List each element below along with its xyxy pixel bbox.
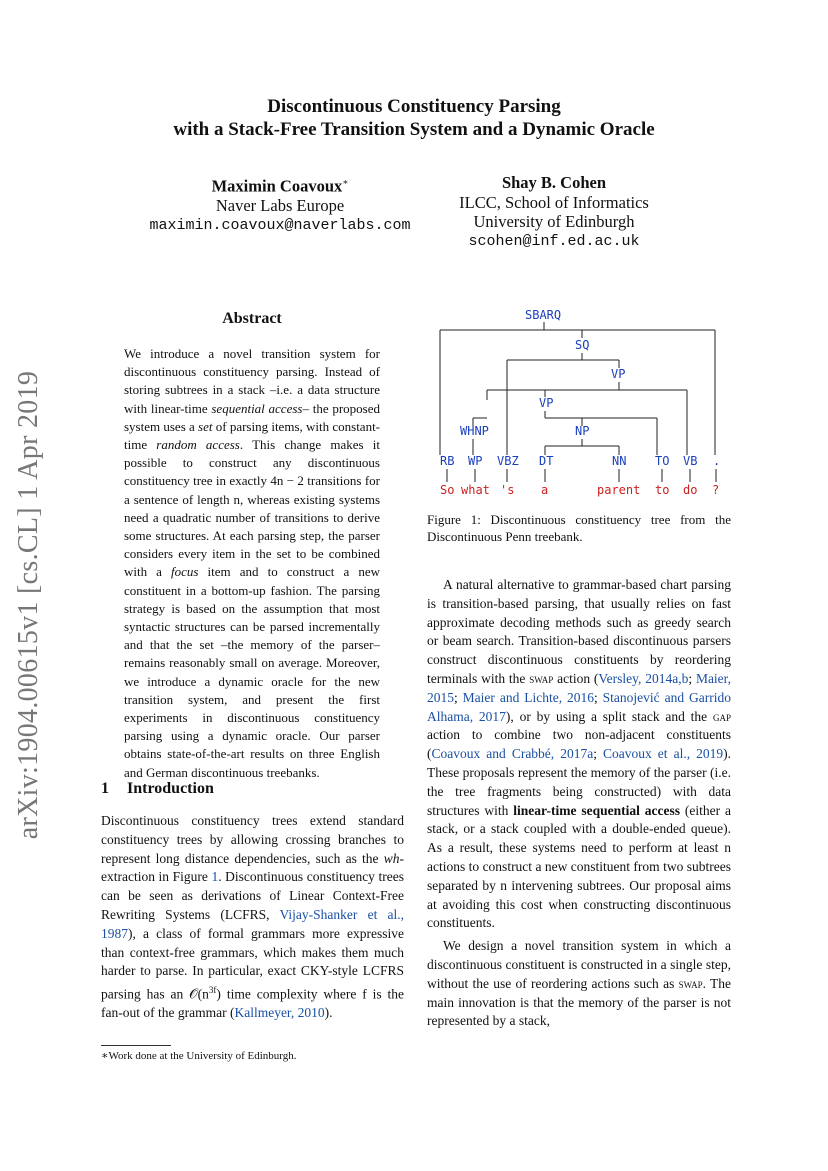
author-name: Shay B. Cohen (501, 173, 607, 192)
word-a: a (541, 483, 549, 497)
footnote-rule (101, 1045, 171, 1046)
abstract-body: We introduce a novel transition system for discontinuous constituency parsing. Instead of storing subtrees in a stack –i.e. a data structure with linear-time sequential access– the proposed system uses a set of parsing items, with constant-time random access. This change makes it possible to construct any discontinuous constituency tree in exactly 4n − 2 transitions for a sentence of length n, whereas existing systems need a quadratic number of transitions to derive some structures. At each parsing step, the parser considers every item in the set to be combined with a focus item and to construct a new constituent in a bottom-up fashion. The parsing strategy is based on the assumption that most syntactic structures can be parsed incrementally and that the set –the memory of the parser– remains reasonably small on average. Moreover, we introduce a dynamic oracle for the new transition system, and present the first experiments in discontinuous constituency parsing using a dynamic oracle. Our parser obtains state-of-the-art results on three English and German discontinuous treebanks. (124, 346, 381, 780)
tag-to: TO (655, 454, 670, 468)
constituency-tree-figure (427, 300, 737, 505)
node-sbarq: SBARQ (525, 308, 562, 322)
node-vp-top: VP (611, 367, 626, 381)
citation-link[interactable]: Vijay-Shanker et al., 1987 (101, 906, 404, 941)
node-vp-mid: VP (539, 396, 554, 410)
intro-paragraph: Discontinuous constituency trees extend standard constituency trees by allowing crossing branches to represent long distance dependencies, such as the wh-extraction in Figure 1. Discontinuous constituency trees can be seen as derivations of Linear Context-Free Rewriting Systems (LCFRS, Vijay-Shanker et al., 1987), a class of formal grammars more expressive than context-free grammars, which makes them much harder to parse. In particular, exact CKY-style LCFRS parsing has an $𝒪(n^{3f})$ time complexity where f is the fan-out of the grammar (Kallmeyer, 2010). (101, 813, 404, 1021)
citation-link[interactable]: Stanojević and Garrido Alhama, 2017 (427, 689, 731, 724)
abstract-heading: Abstract (222, 310, 282, 327)
author-mark: ∗ (342, 177, 349, 187)
author-affiliation: ILCC, School of Informatics (459, 192, 649, 212)
author-affiliation: Naver Labs Europe (215, 196, 345, 215)
section-heading: 1 Introduction (101, 780, 214, 797)
arxiv-identifier: arXiv:1904.00615v1 [cs.CL] 1 Apr 2019 (13, 370, 45, 840)
node-whnp: WHNP (460, 424, 489, 438)
figure-ref-link[interactable]: 1 (211, 869, 219, 885)
word-to: to (655, 483, 670, 497)
citation-link[interactable]: Maier, 2015 (427, 670, 732, 705)
paragraph: A natural alternative to grammar-based chart parsing is transition-based parsing, that usually relies on fast approximate decoding methods such as greedy search or beam search. Transition-based discontinuous parsers construct discontinuous constituents by reordering terminals with the swap action (Versley, 2014a,b; Maier, 2015; Maier and Lichte, 2016; Stanojević and Garrido Alhama, 2017), or by using a split stack and the gap action to combine two non-adjacent constituents (Coavoux and Crabbé, 2017a; Coavoux et al., 2019). These proposals represent the memory of the parser (i.e. the tree fragments being constructed) with data structures with linear-time sequential access (either a stack, or a stack coupled with a double-ended queue). As a result, these systems need to perform at least n actions to construct a new constituent from two subtrees separated by n intervening subtrees. Our proposal aims at avoiding this cost when constructing discontinuous constituents. (427, 577, 732, 931)
word-do: do (683, 483, 698, 497)
paragraph: We design a novel transition system in which a discontinuous constituent is constructed in a single step, without the use of reordering actions such as swap. The main innovation is that the memory of the parser is not represented by a stack, (427, 938, 731, 1029)
author-affiliation-2: University of Edinburgh (473, 212, 635, 231)
citation-link[interactable]: Coavoux et al., 2019 (603, 746, 724, 762)
author-email[interactable]: scohen@inf.ed.ac.uk (468, 232, 640, 250)
author-block-1 (130, 173, 430, 235)
tag-vbz: VBZ (497, 454, 519, 468)
right-column-text (427, 576, 731, 1031)
node-np: NP (575, 424, 590, 438)
word-question: ? (712, 483, 720, 497)
footnote: ∗Work done at the University of Edinburgh. (101, 1050, 297, 1062)
figure-caption: Figure 1: Discontinuous constituency tree from the Discontinuous Penn treebank. (427, 512, 731, 544)
tag-vb: VB (683, 454, 698, 468)
tag-rb: RB (440, 454, 455, 468)
word-s: 's (500, 483, 515, 497)
citation-link[interactable]: Kallmeyer, 2010 (234, 1005, 325, 1021)
author-block-2 (404, 173, 704, 251)
paper-title-line1: Discontinuous Constituency Parsing (267, 96, 561, 117)
node-sq: SQ (575, 338, 590, 352)
tag-wp: WP (468, 454, 483, 468)
citation-link[interactable]: Maier and Lichte, 2016 (462, 689, 594, 705)
tag-punct: . (713, 454, 721, 468)
word-parent: parent (597, 483, 641, 497)
word-so: So (440, 483, 455, 497)
word-what: what (461, 483, 490, 497)
author-name: Maximin Coavoux (211, 176, 343, 196)
citation-link[interactable]: Coavoux and Crabbé, 2017a (431, 746, 594, 762)
tag-nn: NN (612, 454, 627, 468)
paper-title-line2: with a Stack-Free Transition System and a Dynamic Oracle (173, 119, 655, 140)
citation-link[interactable]: Versley, 2014a,b (598, 670, 689, 686)
author-email[interactable]: maximin.coavoux@naverlabs.com (149, 216, 411, 234)
tag-dt: DT (539, 454, 554, 468)
